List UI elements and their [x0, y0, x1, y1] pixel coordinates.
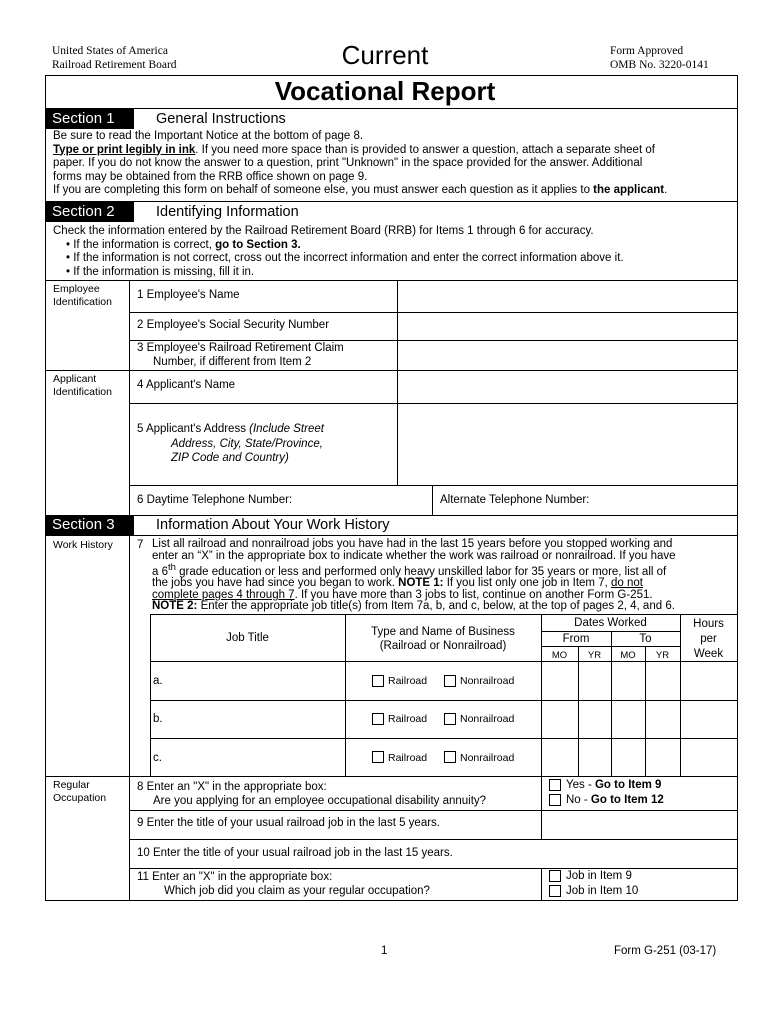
item-5-line-1: 5 Applicant's Address — [137, 423, 250, 435]
from-yr-header: YR — [587, 650, 602, 661]
bullet-incorrect-text: If the information is not correct, cross out the incorrect information and enter the correct information above it. — [73, 252, 624, 264]
item-7-do-not: do not — [611, 577, 643, 590]
employee-identification-label — [53, 283, 112, 309]
nonrailroad-label: Nonrailroad — [460, 713, 515, 725]
hours-header-3: Week — [693, 648, 724, 660]
section-1-tab: Section 1 — [46, 109, 134, 129]
bullet-missing: • If the information is missing, fill it in. — [66, 265, 255, 278]
applicant-label-1: Applicant — [53, 373, 97, 385]
item-8-label — [137, 780, 486, 808]
item-8-no-label — [566, 794, 664, 808]
nonrailroad-label: Nonrailroad — [460, 675, 515, 687]
item-2-label: 2 Employee's Social Security Number — [137, 319, 330, 331]
regular-occupation-label-2: Occupation — [53, 792, 107, 804]
railroad-label: Railroad — [388, 675, 428, 687]
bullet-missing-text: If the information is missing, fill it in. — [73, 265, 255, 278]
item-5-label — [137, 422, 324, 466]
instruction-line-4: forms may be obtained from the RRB office shown on page 9. — [53, 170, 368, 183]
item-11-label — [137, 870, 430, 898]
item-5-line-1-italic: (Include Street — [249, 423, 324, 435]
to-header: To — [639, 633, 652, 645]
section-2-title: Identifying Information — [156, 204, 299, 220]
item-8-yes-checkbox[interactable] — [549, 779, 561, 791]
form-number: Form G-251 (03-17) — [614, 945, 717, 957]
item-9-label: 9 Enter the title of your usual railroad job in the last 5 years. — [137, 817, 440, 829]
item-4-label: 4 Applicant's Name — [137, 379, 236, 391]
business-header-1: Type and Name of Business — [371, 626, 515, 638]
divider — [541, 868, 542, 901]
alternate-phone-field[interactable] — [610, 486, 736, 515]
hours-header-2: per — [700, 633, 717, 645]
section-3-title: Information About Your Work History — [156, 517, 390, 533]
item-8-line-1: 8 Enter an "X" in the appropriate box: — [137, 781, 327, 793]
omb-approval — [610, 44, 709, 72]
divider — [432, 485, 433, 515]
divider — [150, 614, 737, 615]
business-header-2: (Railroad or Nonrailroad) — [379, 640, 507, 652]
regular-occupation-label — [53, 779, 106, 805]
instruction-line-5-bold: the applicant — [593, 184, 665, 196]
item-5-line-2: Address, City, State/Province, — [171, 437, 323, 450]
divider — [150, 700, 737, 701]
nonrailroad-label: Nonrailroad — [460, 752, 515, 764]
item-7-number: 7 — [137, 539, 144, 551]
alternate-phone-label: Alternate Telephone Number: — [440, 494, 590, 506]
divider — [46, 535, 737, 536]
item-11-job10-label: Job in Item 10 — [566, 885, 639, 897]
page-number: 1 — [381, 945, 388, 957]
item-7-line-6b: Enter the appropriate job title(s) from Item 7a, b, and c, below, at the top of pages 2, 4, and 6. — [197, 600, 675, 613]
job-row-label: b. — [153, 713, 163, 725]
applicant-identification-label — [53, 373, 112, 399]
item-3-line-1: 3 Employee's Railroad Retirement Claim — [137, 342, 344, 354]
item-8-yes-text: Yes - — [566, 779, 595, 791]
item-3-line-2: Number, if different from Item 2 — [153, 355, 312, 368]
railroad-label: Railroad — [388, 713, 428, 725]
divider — [578, 646, 579, 776]
item-11-job9-label: Job in Item 9 — [566, 870, 632, 882]
instruction-line-5-post: . — [664, 184, 668, 196]
item-7-line-5b: . If you have more than 3 jobs to list, continue on another Form G-251. — [294, 588, 653, 601]
business-header — [345, 625, 541, 653]
note-1-label: NOTE 1: — [398, 577, 444, 590]
work-history-label: Work History — [53, 539, 113, 551]
regular-occupation-label-1: Regular — [53, 779, 90, 791]
bullet-correct-text: If the information is correct, — [73, 238, 216, 251]
section-2-intro: Check the information entered by the Railroad Retirement Board (RRB) for Items 1 through 6 for accuracy. — [53, 225, 594, 237]
instruction-line-5 — [53, 184, 667, 198]
agency-line-2: Railroad Retirement Board — [52, 59, 177, 71]
daytime-phone-field[interactable] — [320, 486, 431, 515]
railroad-checkbox[interactable] — [372, 675, 384, 687]
item-9-field[interactable] — [542, 811, 736, 839]
item-11-line-2: Which job did you claim as your regular occupation? — [164, 885, 430, 897]
item-7-superscript: th — [168, 562, 176, 573]
bullet-correct-bold: go to Section 3. — [215, 238, 301, 251]
section-3-tab: Section 3 — [46, 515, 134, 535]
divider — [129, 280, 130, 515]
item-8-no-goto: Go to Item 12 — [590, 794, 664, 806]
instruction-emphasis: Type or print legibly in ink — [53, 143, 196, 156]
item-7-line-6 — [152, 601, 676, 613]
divider — [645, 646, 646, 776]
item-1-label: 1 Employee's Name — [137, 289, 240, 301]
item-8-no-text: No - — [566, 794, 591, 806]
agency-line-1: United States of America — [52, 45, 168, 57]
form-title: Vocational Report — [274, 76, 496, 106]
to-yr-header: YR — [655, 650, 670, 661]
job-title-header: Job Title — [226, 632, 269, 644]
instruction-line-2 — [53, 144, 655, 158]
job-row-label: c. — [153, 752, 162, 764]
section-2-header — [46, 202, 737, 222]
item-7-line-2: enter an “X” in the appropriate box to indicate whether the work was railroad or nonrailroad. If you have — [152, 549, 676, 562]
item-8-yes-goto: Go to Item 9 — [594, 779, 662, 791]
item-6-label: 6 Daytime Telephone Number: — [137, 494, 293, 506]
employee-name-field[interactable] — [398, 281, 736, 312]
item-7-line-4a: the jobs you have had since you began to work. — [152, 577, 399, 590]
employee-label-1: Employee — [53, 283, 100, 295]
item-7-line-3 — [152, 562, 676, 578]
divider — [541, 776, 542, 810]
bullet-incorrect: • If the information is not correct, cross out the incorrect information and enter the correct information above it. — [66, 252, 624, 264]
applicant-name-field[interactable] — [398, 371, 736, 403]
bullet-correct: • If the information is correct, go to Section 3. — [66, 238, 301, 251]
section-2-tab: Section 2 — [46, 202, 134, 222]
section-1-header — [46, 109, 737, 129]
form-status: Current — [341, 40, 429, 70]
item-7-line-3a: a 6 — [152, 565, 168, 578]
item-11-line-1: 11 Enter an "X" in the appropriate box: — [137, 871, 333, 883]
nonrailroad-checkbox[interactable] — [444, 713, 456, 725]
instruction-line-3: paper. If you do not know the answer to a question, print "Unknown" in the space provided for the answer. Additional — [53, 157, 643, 169]
instruction-line-2-rest: . If you need more space than is provided to answer a question, attach a separate sheet of — [195, 143, 655, 156]
claim-number-field[interactable] — [398, 341, 736, 370]
instruction-line-1: Be sure to read the Important Notice at the bottom of page 8. — [53, 130, 364, 142]
to-mo-header: MO — [620, 650, 636, 661]
note-2-label: NOTE 2: — [152, 600, 198, 613]
nonrailroad-checkbox[interactable] — [444, 675, 456, 687]
divider — [46, 776, 737, 777]
employee-label-2: Identification — [53, 296, 112, 308]
railroad-label: Railroad — [388, 752, 428, 764]
applicant-label-2: Identification — [53, 386, 112, 398]
item-3-label — [137, 342, 344, 369]
employee-ssn-field[interactable] — [398, 313, 736, 340]
divider — [150, 738, 737, 739]
approval-line-2: OMB No. 3220-0141 — [610, 59, 709, 71]
item-8-line-2: Are you applying for an employee occupational disability annuity? — [153, 795, 487, 807]
item-8-no-checkbox[interactable] — [549, 794, 561, 806]
item-11-job9-checkbox[interactable] — [549, 870, 561, 882]
item-7-pages-note: complete pages 4 through 7 — [152, 588, 295, 601]
applicant-address-field[interactable] — [398, 404, 736, 485]
item-10-label: 10 Enter the title of your usual railroad job in the last 15 years. — [137, 847, 453, 859]
section-1-title: General Instructions — [156, 111, 286, 127]
item-7-text — [152, 539, 676, 613]
item-5-line-3: ZIP Code and Country) — [171, 452, 289, 464]
from-header: From — [562, 633, 590, 645]
divider — [541, 631, 680, 632]
railroad-checkbox[interactable] — [372, 751, 384, 763]
approval-line-1: Form Approved — [610, 45, 684, 57]
dates-worked-header: Dates Worked — [574, 617, 647, 629]
nonrailroad-checkbox[interactable] — [444, 751, 456, 763]
instruction-line-5-pre: If you are completing this form on behalf of someone else, you must answer each question as it applies to — [53, 184, 594, 196]
item-10-field[interactable] — [130, 840, 736, 868]
hours-header-1: Hours — [693, 618, 724, 630]
item-7-line-4c: If you list only one job in Item 7, — [443, 577, 611, 590]
job-row-label: a. — [153, 675, 163, 687]
hours-header — [680, 617, 737, 662]
divider — [129, 868, 737, 869]
section-3-header — [46, 515, 737, 535]
item-8-yes-label — [566, 779, 661, 793]
railroad-checkbox[interactable] — [372, 713, 384, 725]
from-mo-header: MO — [551, 650, 568, 661]
item-7-line-3b: grade education or less and performed only heavy unskilled labor for 35 years or more, list all of — [175, 565, 667, 578]
item-7-line-1: List all railroad and nonrailroad jobs you have had in the last 15 years before you stopped working and — [152, 538, 673, 550]
item-11-job10-checkbox[interactable] — [549, 885, 561, 897]
